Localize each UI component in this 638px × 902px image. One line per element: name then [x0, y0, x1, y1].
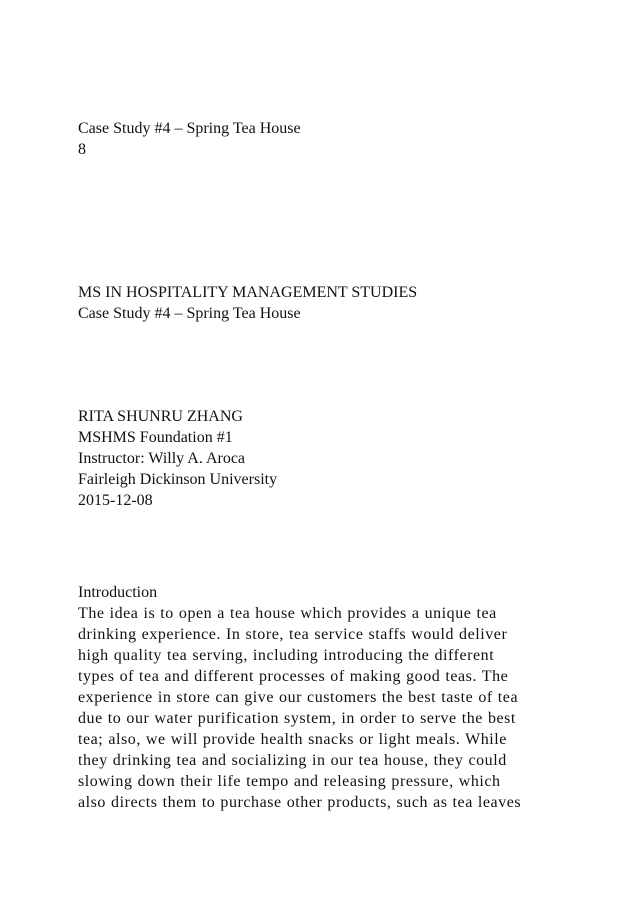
- page-number: 8: [78, 141, 86, 158]
- introduction-heading: Introduction: [78, 584, 158, 601]
- paragraph-line: slowing down their life tempo and releasing pressure, which: [78, 773, 501, 790]
- paragraph-line: types of tea and different processes of making good teas. The: [78, 668, 509, 685]
- running-header: [78, 118, 618, 160]
- university-name: Fairleigh Dickinson University: [78, 471, 278, 488]
- paragraph-line: The idea is to open a tea house which provides a unique tea: [78, 605, 497, 622]
- header-title: Case Study #4 – Spring Tea House: [78, 120, 301, 137]
- introduction-paragraph: [78, 603, 618, 813]
- document-date: 2015-12-08: [78, 492, 153, 509]
- paragraph-line: drinking experience. In store, tea service staffs would deliver: [78, 626, 508, 643]
- paragraph-line: due to our water purification system, in order to serve the best: [78, 710, 516, 727]
- author-name: RITA SHUNRU ZHANG: [78, 408, 243, 425]
- paragraph-line: high quality tea serving, including introducing the different: [78, 647, 495, 664]
- paragraph-line: tea; also, we will provide health snacks or light meals. While: [78, 731, 507, 748]
- paragraph-line: experience in store can give our customers the best taste of tea: [78, 689, 519, 706]
- instructor-name: Instructor: Willy A. Aroca: [78, 450, 246, 467]
- paragraph-line: they drinking tea and socializing in our tea house, they could: [78, 752, 507, 769]
- course-name: MSHMS Foundation #1: [78, 429, 233, 446]
- paragraph-line: also directs them to purchase other products, such as tea leaves: [78, 794, 522, 811]
- program-title: MS IN HOSPITALITY MANAGEMENT STUDIES: [78, 284, 418, 301]
- document-subtitle: Case Study #4 – Spring Tea House: [78, 305, 301, 322]
- author-block: [78, 406, 618, 511]
- title-block: [78, 282, 618, 324]
- introduction-section: [78, 582, 618, 813]
